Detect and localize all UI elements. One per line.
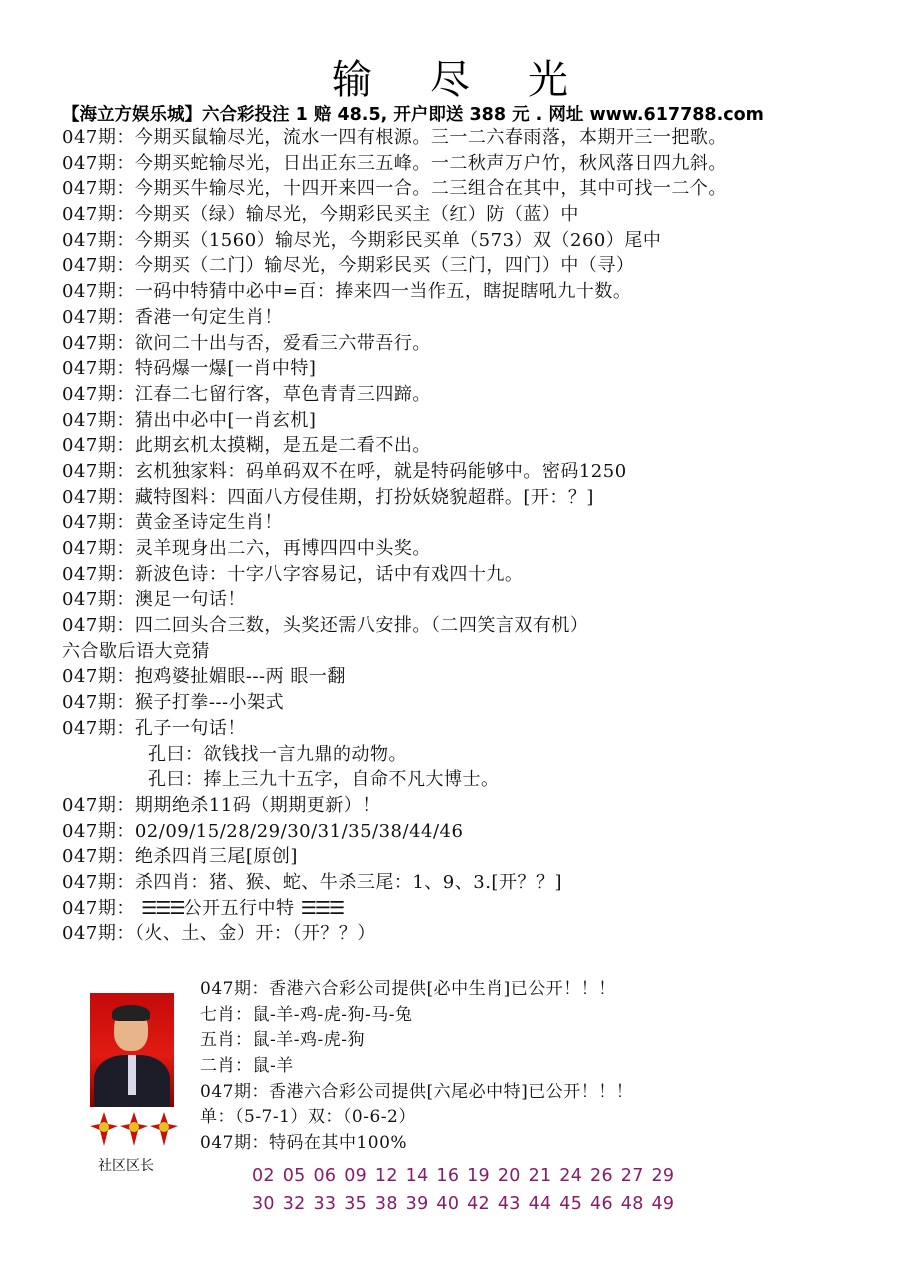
list-item: 047期：今期买（1560）输尽光，今期彩民买单（573）双（260）尾中 (62, 229, 662, 251)
list-item: 047期：澳足一句话！ (62, 589, 246, 611)
list-item: 047期：四二回头合三数，头奖还需八安排。（二四笑言双有机） (62, 615, 589, 637)
list-item: 孔曰：欲钱找一言九鼎的动物。 (148, 743, 407, 765)
list-item: 047期：今期买（绿）输尽光，今期彩民买主（红）防（蓝）中 (62, 204, 579, 226)
list-item: 047期：香港一句定生肖！ (62, 306, 283, 328)
info-line: 二肖：鼠-羊 (200, 1056, 294, 1077)
list-item: 047期：藏特图料：四面八方侵佳期，打扮妖娆貌超群。[开：？] (62, 486, 594, 508)
info-line: 单：（5-7-1）双：（0-6-2） (200, 1107, 416, 1128)
number-row: 02 05 06 09 12 14 16 19 20 21 24 26 27 29 (252, 1166, 675, 1186)
list-item: 047期：今期买（二门）输尽光，今期彩民买（三门，四门）中（寻） (62, 255, 635, 277)
list-item: 047期：猜出中必中[一肖玄机] (62, 409, 317, 431)
info-line: 047期：香港六合彩公司提供[必中生肖]已公开！！！ (200, 979, 616, 999)
medals-row (88, 1110, 184, 1154)
list-item: 047期：02/09/15/28/29/30/31/35/38/44/46 (62, 820, 464, 842)
list-item: 047期：欲问二十出与否，爱看三六带吾行。 (62, 332, 431, 354)
medal-icon (148, 1110, 180, 1150)
list-item: 047期：此期玄机太摸糊，是五是二看不出。 (62, 435, 431, 457)
triple-bar-icon: ☰☰☰ (300, 897, 344, 919)
info-line: 047期：香港六合彩公司提供[六尾必中特]已公开！！！ (200, 1081, 634, 1102)
avatar (90, 993, 174, 1107)
promo-banner: 【海立方娱乐城】六合彩投注 1 赔 48.5, 开户即送 388 元 . 网址 www.617788.com (62, 105, 764, 125)
section-heading: 六合歇后语大竞猜 (62, 640, 210, 662)
list-item: 047期：今期买牛输尽光，十四开来四一合。二三组合在其中，其中可找一二个。 (62, 178, 727, 200)
prediction-list (62, 125, 882, 947)
list-item: 047期：新波色诗：十字八字容易记，话中有戏四十九。 (62, 563, 524, 585)
info-line: 七肖：鼠-羊-鸡-虎-狗-马-兔 (200, 1004, 413, 1025)
info-line: 047期：特码在其中100% (200, 1133, 408, 1154)
triple-bar-icon: ☰☰☰ (141, 897, 184, 919)
list-item: 047期：今期买蛇输尽光，日出正东三五峰。一二秋声万户竹，秋风落日四九斜。 (62, 152, 727, 174)
list-item: 047期：（火、土、金）开：（开？？） (62, 923, 376, 945)
list-item: 047期：猴子打拳---小架式 (62, 692, 285, 714)
list-item: 047期：一码中特猜中必中=百：捧来四一当作五，瞎捉瞎吼九十数。 (62, 281, 632, 303)
avatar-caption: 社区区长 (98, 1158, 154, 1174)
list-item: 047期：杀四肖：猪、猴、蛇、牛杀三尾：1、9、3.[开？？] (62, 871, 562, 893)
list-item: 047期：今期买鼠输尽光，流水一四有根源。三一二六春雨落，本期开三一把歌。 (62, 127, 727, 148)
list-item: 047期：灵羊现身出二六，再博四四中头奖。 (62, 538, 431, 559)
special-text: 公开五行中特 (183, 897, 295, 919)
list-item: 047期：江春二七留行客，草色青青三四蹄。 (62, 383, 431, 405)
page-title: 输尽光 (332, 57, 626, 103)
special-prefix: 047期： (62, 897, 135, 919)
info-block (200, 977, 880, 1157)
list-item: 047期：特码爆一爆[一肖中特] (62, 358, 317, 380)
list-item: 047期：玄机独家料：码单码双不在呼，就是特码能够中。密码1250 (62, 460, 627, 482)
list-item: 047期：黄金圣诗定生肖！ (62, 512, 283, 534)
list-item: 047期：抱鸡婆扯媚眼---两 眼一翻 (62, 666, 346, 688)
medal-icon (88, 1110, 120, 1150)
number-row: 30 32 33 35 38 39 40 42 43 44 45 46 48 49 (252, 1194, 675, 1214)
avatar-tie (128, 1055, 136, 1095)
special-line (62, 896, 882, 922)
list-item: 047期：期期绝杀11码（期期更新）！ (62, 794, 381, 816)
avatar-hair (112, 1005, 150, 1021)
list-item: 047期：绝杀四肖三尾[原创] (62, 846, 298, 868)
list-item: 047期：孔子一句话！ (62, 717, 246, 739)
info-line: 五肖：鼠-羊-鸡-虎-狗 (200, 1030, 365, 1051)
medal-icon (118, 1110, 150, 1150)
list-item: 孔曰：捧上三九十五字，自命不凡大博士。 (148, 769, 500, 791)
